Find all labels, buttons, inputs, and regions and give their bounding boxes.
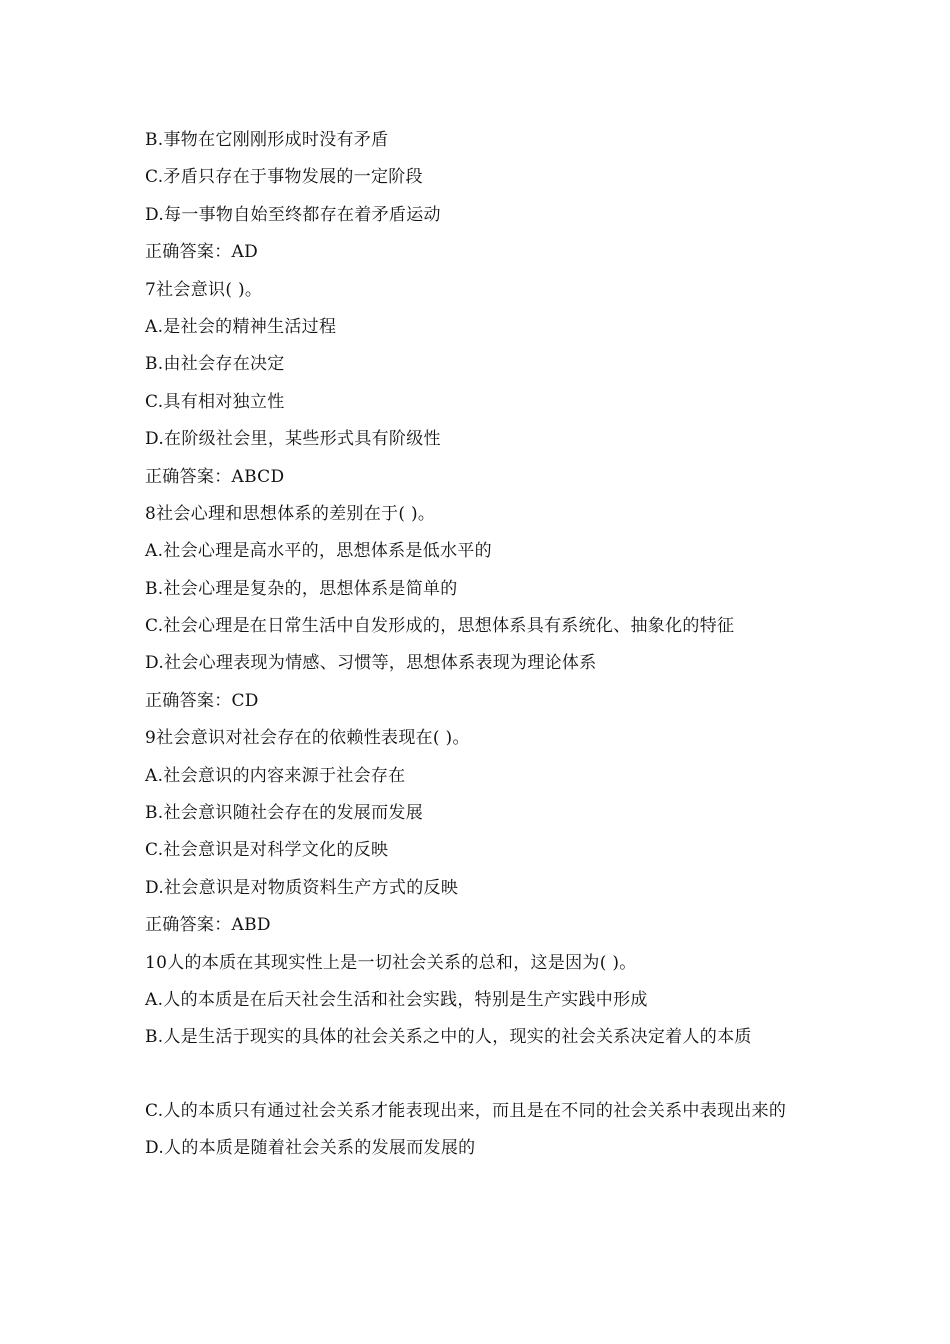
- option-c-q7: C.具有相对独立性: [145, 391, 285, 412]
- question-list: [145, 122, 825, 1168]
- question-9: 9社会意识对社会存在的依赖性表现在( )。: [145, 728, 470, 749]
- option-b-q8: B.社会心理是复杂的，思想体系是简单的: [145, 578, 458, 599]
- option-b-q9: B.社会意识随社会存在的发展而发展: [145, 803, 423, 824]
- answer-q9: 正确答案：ABD: [145, 915, 271, 936]
- option-b-q7: B.由社会存在决定: [145, 354, 285, 375]
- question-10: 10人的本质在其现实性上是一切社会关系的总和，这是因为( )。: [145, 952, 637, 973]
- option-c-q8: C.社会心理是在日常生活中自发形成的，思想体系具有系统化、抽象化的特征: [145, 616, 735, 637]
- option-d-q7: D.在阶级社会里，某些形式具有阶级性: [145, 429, 441, 450]
- option-c-q9: C.社会意识是对科学文化的反映: [145, 840, 389, 861]
- option-d-q9: D.社会意识是对物质资料生产方式的反映: [145, 877, 459, 898]
- option-d-q6: D.每一事物自始至终都存在着矛盾运动: [145, 204, 441, 225]
- option-b-q6: B.事物在它刚刚形成时没有矛盾: [145, 130, 389, 150]
- option-b-q10: B.人是生活于现实的具体的社会关系之中的人，现实的社会关系决定着人的本质: [145, 1027, 752, 1048]
- answer-q8: 正确答案：CD: [145, 690, 259, 711]
- option-a-q7: A.是社会的精神生活过程: [145, 316, 337, 337]
- option-d-q8: D.社会心理表现为情感、习惯等，思想体系表现为理论体系: [145, 653, 597, 674]
- answer-q6: 正确答案：AD: [145, 242, 259, 263]
- option-c-q6: C.矛盾只存在于事物发展的一定阶段: [145, 167, 423, 188]
- option-a-q8: A.社会心理是高水平的，思想体系是低水平的: [145, 541, 492, 562]
- option-a-q9: A.社会意识的内容来源于社会存在: [145, 765, 406, 786]
- option-c-q10: C.人的本质只有通过社会关系才能表现出来，而且是在不同的社会关系中表现出来的: [145, 1100, 787, 1121]
- option-a-q10: A.人的本质是在后天社会生活和社会实践，特别是生产实践中形成: [145, 989, 648, 1010]
- answer-q7: 正确答案：ABCD: [145, 466, 285, 487]
- question-8: 8社会心理和思想体系的差别在于( )。: [145, 503, 436, 524]
- blank-gap: [145, 1057, 825, 1093]
- question-7: 7社会意识( )。: [145, 279, 263, 300]
- option-d-q10: D.人的本质是随着社会关系的发展而发展的: [145, 1138, 476, 1159]
